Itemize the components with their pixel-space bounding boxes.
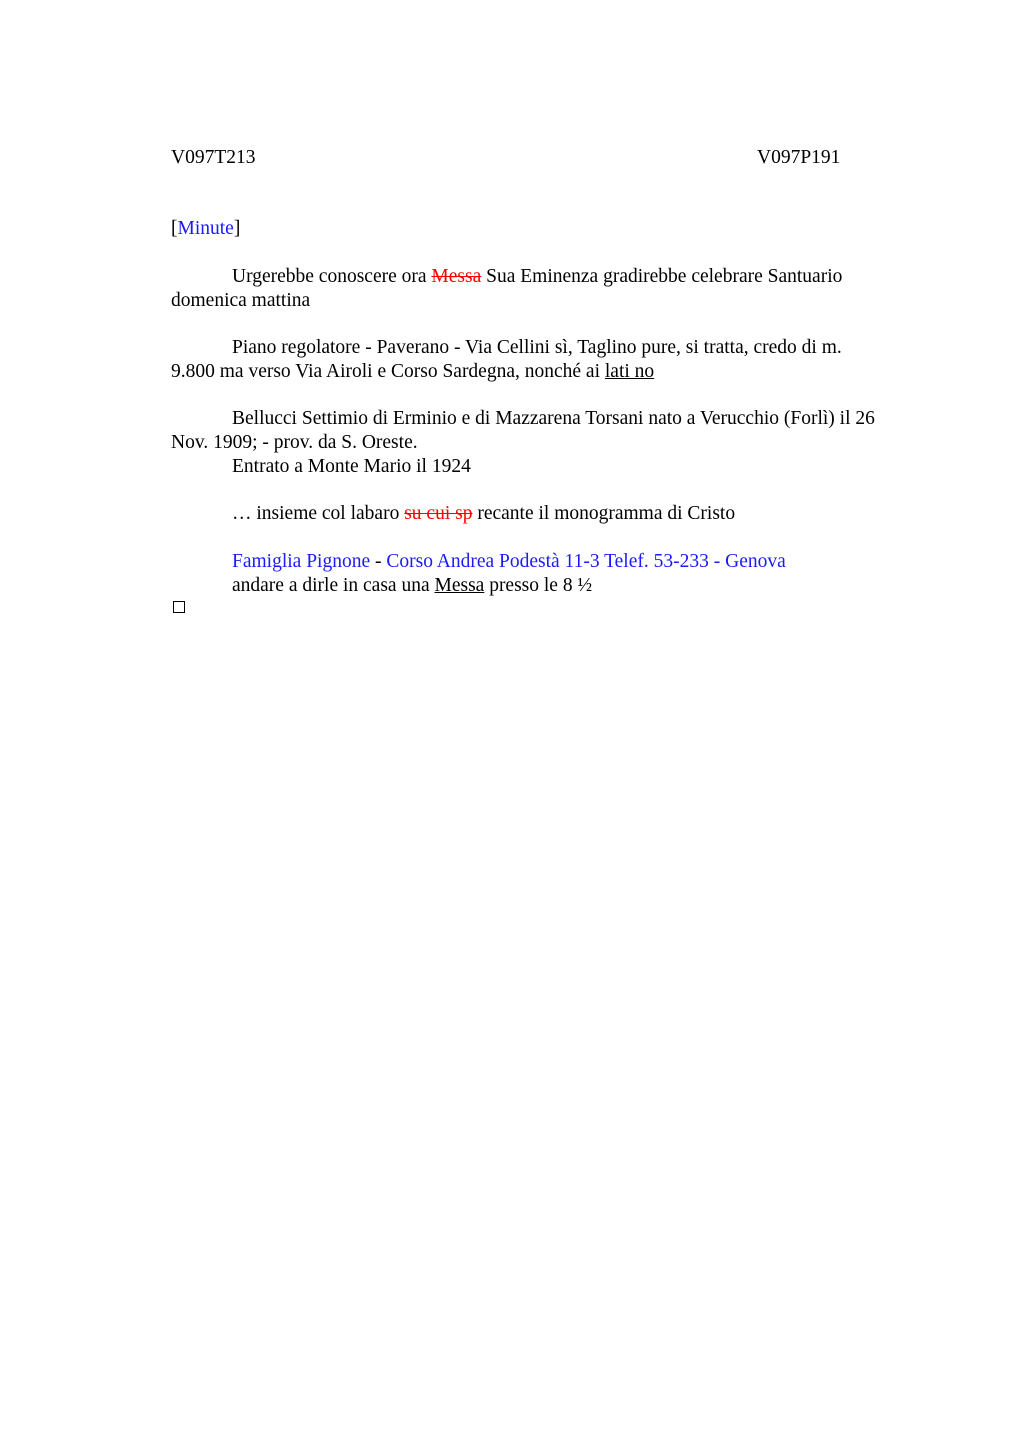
p1-struck-text: Messa: [431, 266, 482, 287]
minute-label: Minute: [177, 218, 234, 239]
bracket-open: [: [171, 218, 178, 239]
family-address: Corso Andrea Podestà 11-3 Telef. 53-233 - Genova: [386, 551, 786, 572]
p4-text-after: recante il monogramma di Cristo: [472, 503, 736, 524]
document-ref-left: V097T213: [171, 147, 256, 168]
paragraph-5-line-2: [232, 574, 592, 598]
p4-text-before: … insieme col labaro: [232, 503, 405, 524]
paragraph-1-line-2: domenica mattina: [171, 290, 311, 311]
checkbox-square-icon: [173, 601, 185, 613]
section-heading: [171, 217, 240, 241]
p4-struck-text: su cui sp: [404, 503, 473, 524]
paragraph-5-line-1: [232, 550, 786, 574]
p5-underlined-text: Messa: [434, 575, 485, 596]
bracket-close: ]: [233, 218, 241, 239]
paragraph-3-line-1: Bellucci Settimio di Erminio e di Mazzarena Torsani nato a Verucchio (Forlì) il 26: [232, 408, 875, 429]
p5-text-before: andare a dirle in casa una: [232, 575, 435, 596]
paragraph-4: [232, 502, 735, 526]
p5-separator: -: [370, 551, 387, 572]
p5-text-after: presso le 8 ½: [484, 575, 593, 596]
p1-text-before: Urgerebbe conoscere ora: [232, 266, 432, 287]
p2-underlined-text: lati no: [604, 361, 655, 382]
document-ref-right: V097P191: [757, 147, 841, 168]
paragraph-3-line-3: Entrato a Monte Mario il 1924: [232, 456, 471, 477]
document-page: [171, 0, 931, 1450]
p2-text-before: 9.800 ma verso Via Airoli e Corso Sardegna, nonché ai: [171, 361, 605, 382]
family-name: Famiglia Pignone: [232, 551, 371, 572]
paragraph-2-line-2: [171, 360, 654, 384]
paragraph-2-line-1: Piano regolatore - Paverano - Via Cellini sì, Taglino pure, si tratta, credo di m.: [232, 337, 842, 358]
p1-text-after: Sua Eminenza gradirebbe celebrare Santuario: [481, 266, 843, 287]
paragraph-1-line-1: [232, 265, 842, 289]
paragraph-3-line-2: Nov. 1909; - prov. da S. Oreste.: [171, 432, 418, 453]
